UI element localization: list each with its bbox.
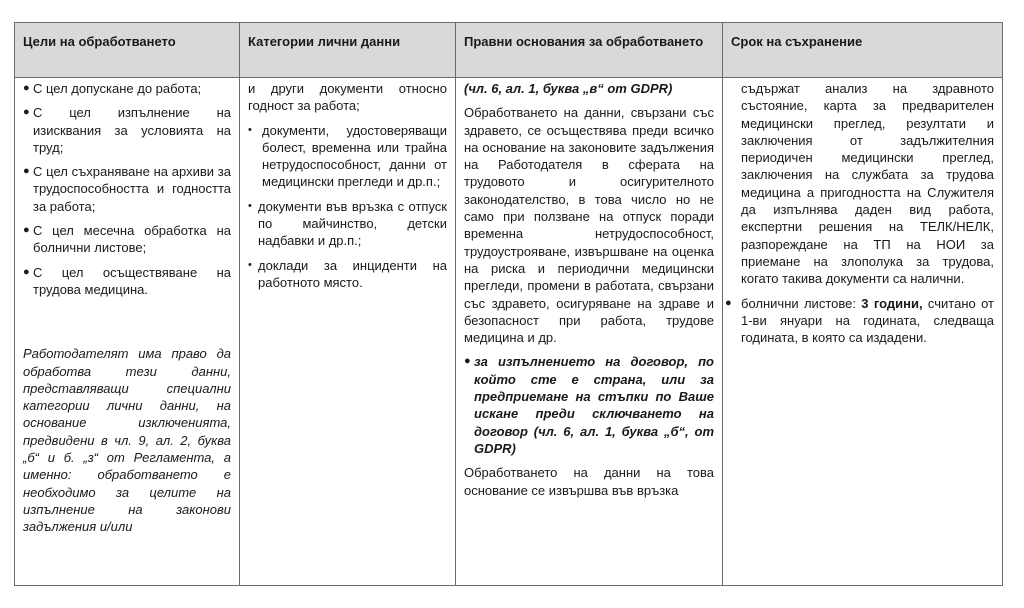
legal-reference: (чл. 6, ал. 1, буква „в“ от GDPR) (464, 81, 673, 96)
bullet-icon: ● (23, 265, 30, 278)
list-item: • документи във връзка с отпуск по майчинство, детски надбавки и др.п.; (248, 198, 447, 249)
table-header-row (15, 23, 1002, 78)
bullet-icon: ● (23, 106, 30, 119)
header-legal-basis: Правни основания за обработването (456, 23, 723, 77)
bullet-icon: ● (464, 355, 471, 368)
legal-exception-paragraph: Работодателят има право да обработва тези данни, представляващи специални категории лични данни, на основание изключенията, предвидени в чл. 9, ал. 2, буква „б“ и б. „з“ от Регламента, а именно: обработването е необходимо за целите на изпълнение на законови задължения и/или (23, 346, 231, 535)
header-purposes: Цели на обработването (15, 23, 240, 77)
list-item: ● С цел месечна обработка на болнични листове; (23, 223, 231, 256)
list-item: ● С цел изпълнение на изисквания за условията на труд; (23, 105, 231, 155)
data-processing-table (14, 22, 1003, 586)
header-retention-period: Срок на съхранение (731, 34, 863, 49)
cell-legal-basis (456, 78, 723, 586)
contract-basis-paragraph: Обработването на данни на това основание се извършва във връзка (464, 465, 714, 498)
categories-intro: и други документи относно годност за работа; (248, 81, 447, 114)
legal-basis-paragraph: Обработването на данни, свързани със здравето, се осъществява преди всичко на основание на законовите задължения на Работодателя в сферата на трудовото и осигурителното законодателство, в това число но не само при ползване на отпуск поради временна нетрудоспособност, трудоустрояване, извършване на оценка на риска и периодични медицински прегледи, промени в работата, свързани със здравето, осигуряване на здраве и безопасност при работа, трудове медицина и др. (464, 105, 714, 346)
list-item: ● С цел допускане до работа; (23, 81, 202, 96)
cell-retention-period (723, 78, 1002, 586)
table-body-row (15, 78, 1002, 586)
bullet-icon: ● (23, 165, 30, 178)
list-item: ● С цел осъществяване на трудова медицина. (23, 264, 231, 297)
cell-data-categories (240, 78, 456, 586)
cell-purposes (15, 78, 240, 586)
list-item: ● за изпълнението на договор, по който сте е страна, или за предприемане на стъпки по Ваше искане преди сключването на договор (чл. 6, ал. 1, буква „б“, от GDPR) (464, 354, 714, 456)
bullet-icon: ● (23, 224, 30, 237)
list-item: ● С цел съхраняване на архиви за трудоспособността и годността за работа; (23, 164, 231, 214)
retention-paragraph: съдържат анализ на здравното състояние, карта за предварителен медицински преглед, резултати и заключения от задължителния периодичен медицински преглед, заключения на службата за трудова медицина а пригодността на Служителя да изпълнява даден вид работа, експертни решения на ТЕЛК/НЕЛК, разпореждане на ТП на НОИ за приемане на злополука за трудова, когато такива документи са налични. (741, 81, 994, 287)
bullet-icon: ● (725, 296, 732, 309)
bullet-icon: • (248, 123, 252, 136)
bullet-icon: • (248, 258, 252, 271)
list-item: • документи, удостоверяващи болест, временна или трайна нетрудоспособност, данни от медицински прегледи и др.п.; (248, 122, 447, 190)
list-item: ● болнични листове: 3 години, считано от 1-ви януари на годината, следваща годината, в която са издадени. (725, 295, 994, 346)
bullet-icon: • (248, 199, 252, 212)
list-item: • доклади за инциденти на работното място. (248, 257, 447, 290)
bullet-icon: ● (23, 82, 30, 94)
header-data-categories: Категории лични данни (240, 23, 456, 77)
